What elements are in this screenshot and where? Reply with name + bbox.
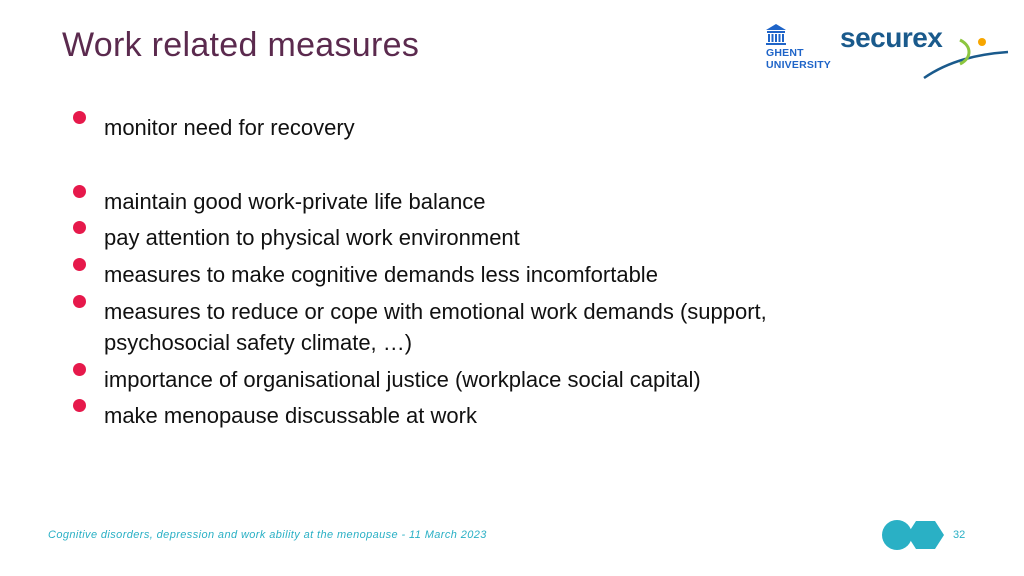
slide-title: Work related measures	[62, 26, 420, 64]
footer-decoration-icon	[882, 519, 944, 551]
bullet-item-1: monitor need for recovery	[104, 115, 355, 140]
bullet-item-5: measures to reduce or cope with emotional work demands (support, psychosocial safety climate, …)	[104, 299, 767, 355]
bullet-dot	[73, 295, 86, 308]
bullet-item-2: maintain good work-private life balance	[104, 189, 486, 214]
ghent-line-2: UNIVERSITY	[766, 59, 832, 71]
bullet-dot	[73, 111, 86, 124]
bullet-item-6: importance of organisational justice (workplace social capital)	[104, 367, 701, 392]
bullet-item-7: make menopause discussable at work	[104, 403, 477, 428]
page-number: 32	[953, 529, 966, 541]
bullet-item-3: pay attention to physical work environment	[104, 225, 520, 250]
bullet-dot	[73, 258, 86, 271]
bullet-item-4: measures to make cognitive demands less incomfortable	[104, 262, 658, 287]
bullet-dot	[73, 399, 86, 412]
bullet-dot	[73, 221, 86, 234]
footer-caption: Cognitive disorders, depression and work ability at the menopause - 11 March 2023	[48, 529, 487, 541]
securex-wordmark: securex	[840, 22, 943, 53]
bullet-dot	[73, 185, 86, 198]
bullet-dot	[73, 363, 86, 376]
ghent-line-1: GHENT	[766, 47, 804, 59]
